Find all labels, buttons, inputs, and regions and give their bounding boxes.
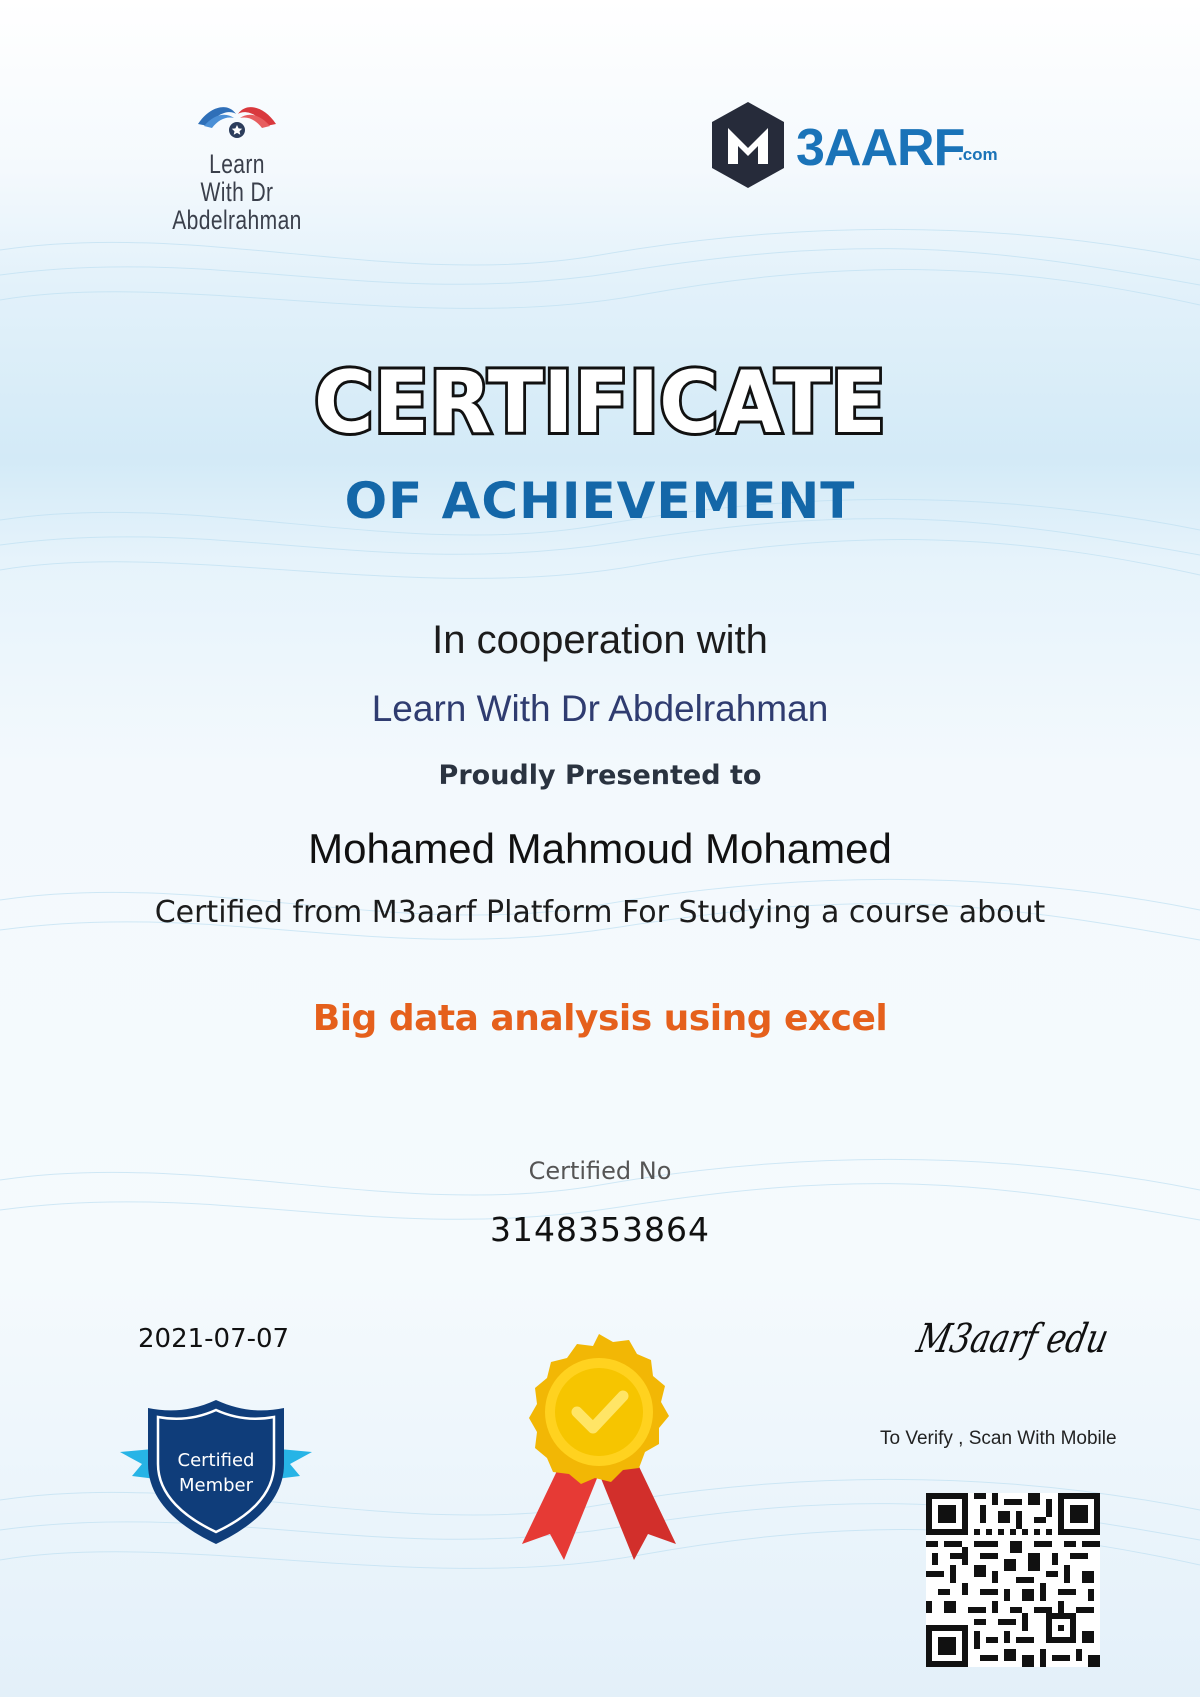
partner-name: Learn With Dr Abdelrahman	[371, 688, 829, 729]
logo-right-suffix: .com	[958, 145, 998, 164]
recipient-name: Mohamed Mahmoud Mohamed	[308, 825, 892, 872]
certification-statement: Certified from M3aarf Platform For Studying a course about	[154, 895, 1046, 930]
signature-text: M3aarf edu	[912, 1314, 1159, 1362]
badge-line1: Certified	[177, 1450, 255, 1471]
shield-badge-icon	[118, 1398, 314, 1546]
award-seal	[514, 1332, 684, 1562]
logo-m3aarf	[708, 98, 1008, 194]
award-seal-icon	[514, 1332, 684, 1562]
certificate-number: 3148353864	[490, 1210, 710, 1249]
signature	[912, 1300, 1159, 1380]
certificate-subtitle: OF ACHIEVEMENT	[344, 472, 856, 530]
verify-instructions: To Verify , Scan With Mobile	[880, 1428, 1117, 1449]
logo-left-line1: Learn	[209, 149, 265, 179]
qr-code[interactable]	[926, 1493, 1100, 1667]
course-title: Big data analysis using excel	[312, 998, 888, 1039]
badge-line2: Member	[178, 1475, 254, 1496]
certified-member-badge	[118, 1398, 314, 1546]
issue-date: 2021-07-07	[138, 1324, 290, 1354]
m-hexagon-icon	[708, 100, 788, 190]
presented-label: Proudly Presented to	[438, 760, 762, 791]
cooperation-label: In cooperation with	[432, 618, 768, 662]
logo-learn-with-dr-abdelrahman	[112, 100, 362, 235]
logo-left-line2: With Dr Abdelrahman	[172, 177, 302, 235]
eagle-flag-icon	[190, 100, 284, 146]
certificate-title-text: CERTIFICATE	[314, 353, 886, 453]
certificate-number-label: Certified No	[528, 1157, 672, 1185]
certificate-title	[0, 352, 1200, 452]
qr-code-icon	[926, 1493, 1100, 1667]
logo-right-text: 3AARF	[796, 119, 965, 177]
